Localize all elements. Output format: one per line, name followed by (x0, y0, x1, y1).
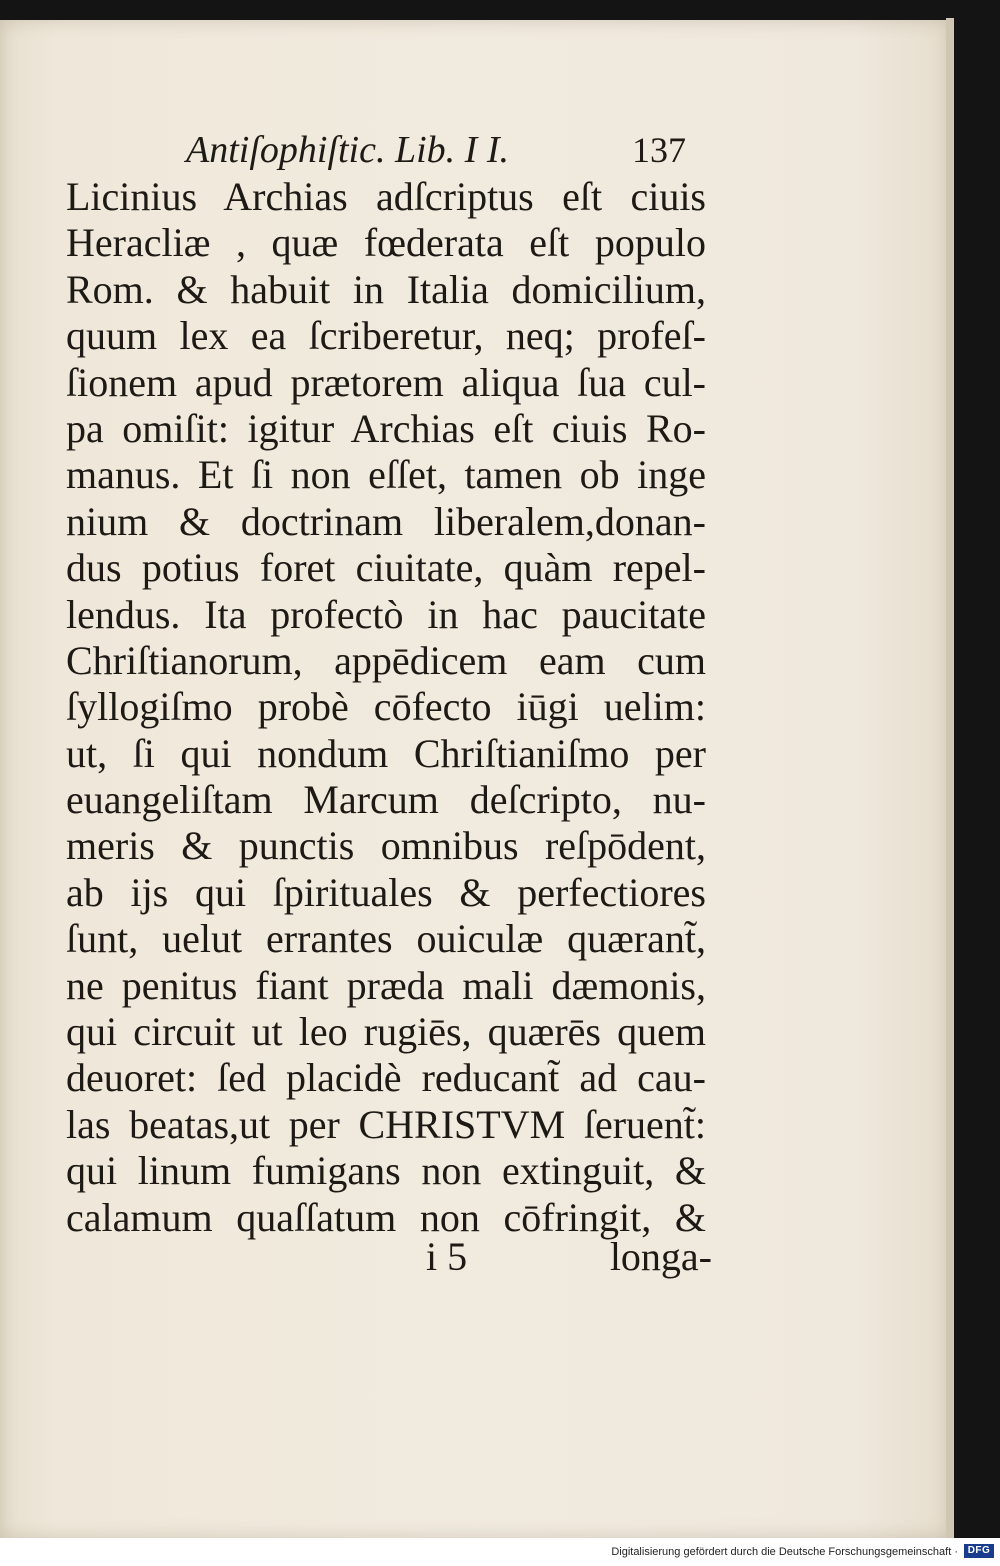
text-line: ne penitus fiant præda mali dæmonis, (66, 962, 706, 1008)
running-head (186, 125, 686, 175)
body-text (66, 174, 706, 1241)
text-line: quum lex ea ſcriberetur, neq; profeſ- (66, 313, 706, 359)
text-line: Rom. & habuit in Italia domicilium, (66, 266, 706, 312)
text-line: qui circuit ut leo rugiēs, quærēs quem (66, 1009, 706, 1055)
signature-line (426, 1232, 712, 1282)
show-through-text (720, 310, 840, 380)
text-line: ut, ſi qui nondum Chriſtianiſmo per (66, 730, 706, 776)
text-line: pa omiſit: igitur Archias eſt ciuis Ro- (66, 405, 706, 451)
show-through-ghost (86, 1240, 95, 1265)
text-line: calamum quaſſatum non cōfringit, & (66, 1194, 706, 1240)
page-number: 137 (632, 130, 686, 170)
text-line: deuoret: ſed placidè reducant̃ ad cau- (66, 1055, 706, 1101)
text-line: ſionem apud prætorem aliqua ſua cul- (66, 359, 706, 405)
running-head-title: Antiſophiſtic. Lib. I I. (186, 129, 509, 171)
text-line: las beatas,ut per CHRISTVM ſeruent̃: (66, 1101, 706, 1147)
page-edge (946, 18, 954, 1540)
text-line: Chriſtianorum, appēdicem eam cum (66, 637, 706, 683)
digitization-credit: Digitalisierung gefördert durch die Deutsche Forschungsgemeinschaft · (611, 1546, 958, 1558)
text-line: ab ijs qui ſpirituales & perfectiores (66, 869, 706, 915)
text-line: ſunt, uelut errantes ouiculæ quærant̃, (66, 916, 706, 962)
text-line: meris & punctis omnibus reſpōdent, (66, 823, 706, 869)
text-line: Heracliæ , quæ fœderata eſt populo (66, 220, 706, 266)
catchword: longa- (609, 1234, 712, 1279)
dfg-logo: DFG (964, 1544, 994, 1558)
text-line: dus potius foret ciuitate, quàm repel- (66, 545, 706, 591)
text-line: euangeliſtam Marcum deſcripto, nu- (66, 777, 706, 823)
text-line: ſyllogiſmo probè cōfecto iūgi uelim: (66, 684, 706, 730)
text-line: manus. Et ſi non eſſet, tamen ob inge (66, 452, 706, 498)
text-line: lendus. Ita profectò in hac paucitate (66, 591, 706, 637)
text-line: nium & doctrinam liberalem,donan- (66, 498, 706, 544)
signature-mark: i 5 (426, 1234, 468, 1279)
text-line: Licinius Archias adſcriptus eſt ciuis (66, 174, 706, 219)
text-line: qui linum fumigans non extinguit, & (66, 1148, 706, 1194)
footer-bar (0, 1538, 1000, 1566)
